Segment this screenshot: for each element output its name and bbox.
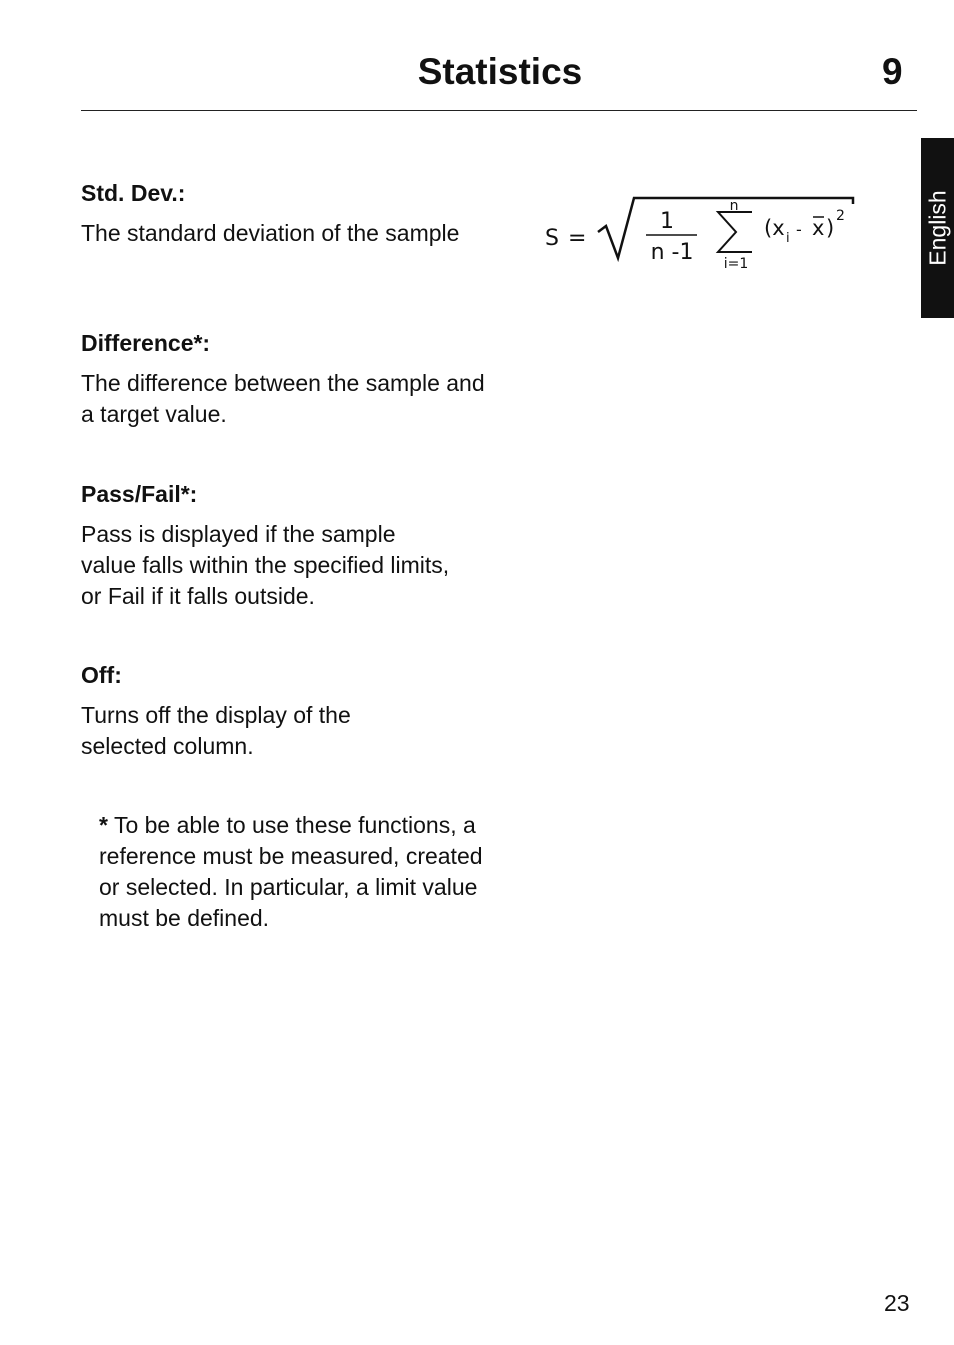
sum-upper-limit: n: [729, 198, 739, 214]
section-body: The difference between the sample and a target value.: [81, 370, 485, 427]
language-tab: [921, 138, 954, 318]
formula-equals: =: [568, 226, 587, 251]
formula-term-close: ): [826, 216, 835, 240]
sum-lower-limit: i=1: [723, 256, 749, 272]
section-pass-fail: [81, 479, 511, 612]
formula-lhs: S: [545, 226, 559, 251]
footnote-text: To be able to use these functions, a reference must be measured, created or selected. In particular, a limit value must be defined.: [99, 812, 483, 931]
section-body: The standard deviation of the sample: [81, 220, 460, 246]
summation-sign: [718, 212, 752, 252]
footnote-marker: *: [99, 812, 108, 838]
page-title: Statistics: [417, 51, 583, 92]
section-std-dev: [81, 178, 511, 249]
section-difference: [81, 328, 511, 430]
header-divider: [81, 110, 917, 111]
section-off: [81, 660, 511, 762]
formula-term-xbar: x: [812, 216, 825, 240]
formula-exponent: 2: [836, 208, 845, 224]
footnote: [99, 810, 499, 934]
formula-numerator: 1: [660, 209, 674, 234]
section-body: Pass is displayed if the sample value falls within the specified limits, or Fail if it falls outside.: [81, 521, 450, 609]
formula-term-subscript: i: [786, 231, 790, 246]
chapter-number: 9: [882, 51, 903, 92]
section-heading: Difference*:: [81, 330, 211, 356]
formula-term-open: (x: [764, 216, 785, 240]
page-number: 23: [884, 1290, 910, 1316]
formula-denominator: n -1: [650, 240, 694, 265]
section-heading: Pass/Fail*:: [81, 481, 198, 507]
section-heading: Off:: [81, 662, 122, 688]
section-heading: Std. Dev.:: [81, 180, 186, 206]
section-body: Turns off the display of the selected column.: [81, 702, 351, 759]
formula-term-minus: -: [796, 220, 802, 239]
std-dev-formula: [540, 190, 860, 280]
language-tab-label: English: [924, 190, 950, 266]
